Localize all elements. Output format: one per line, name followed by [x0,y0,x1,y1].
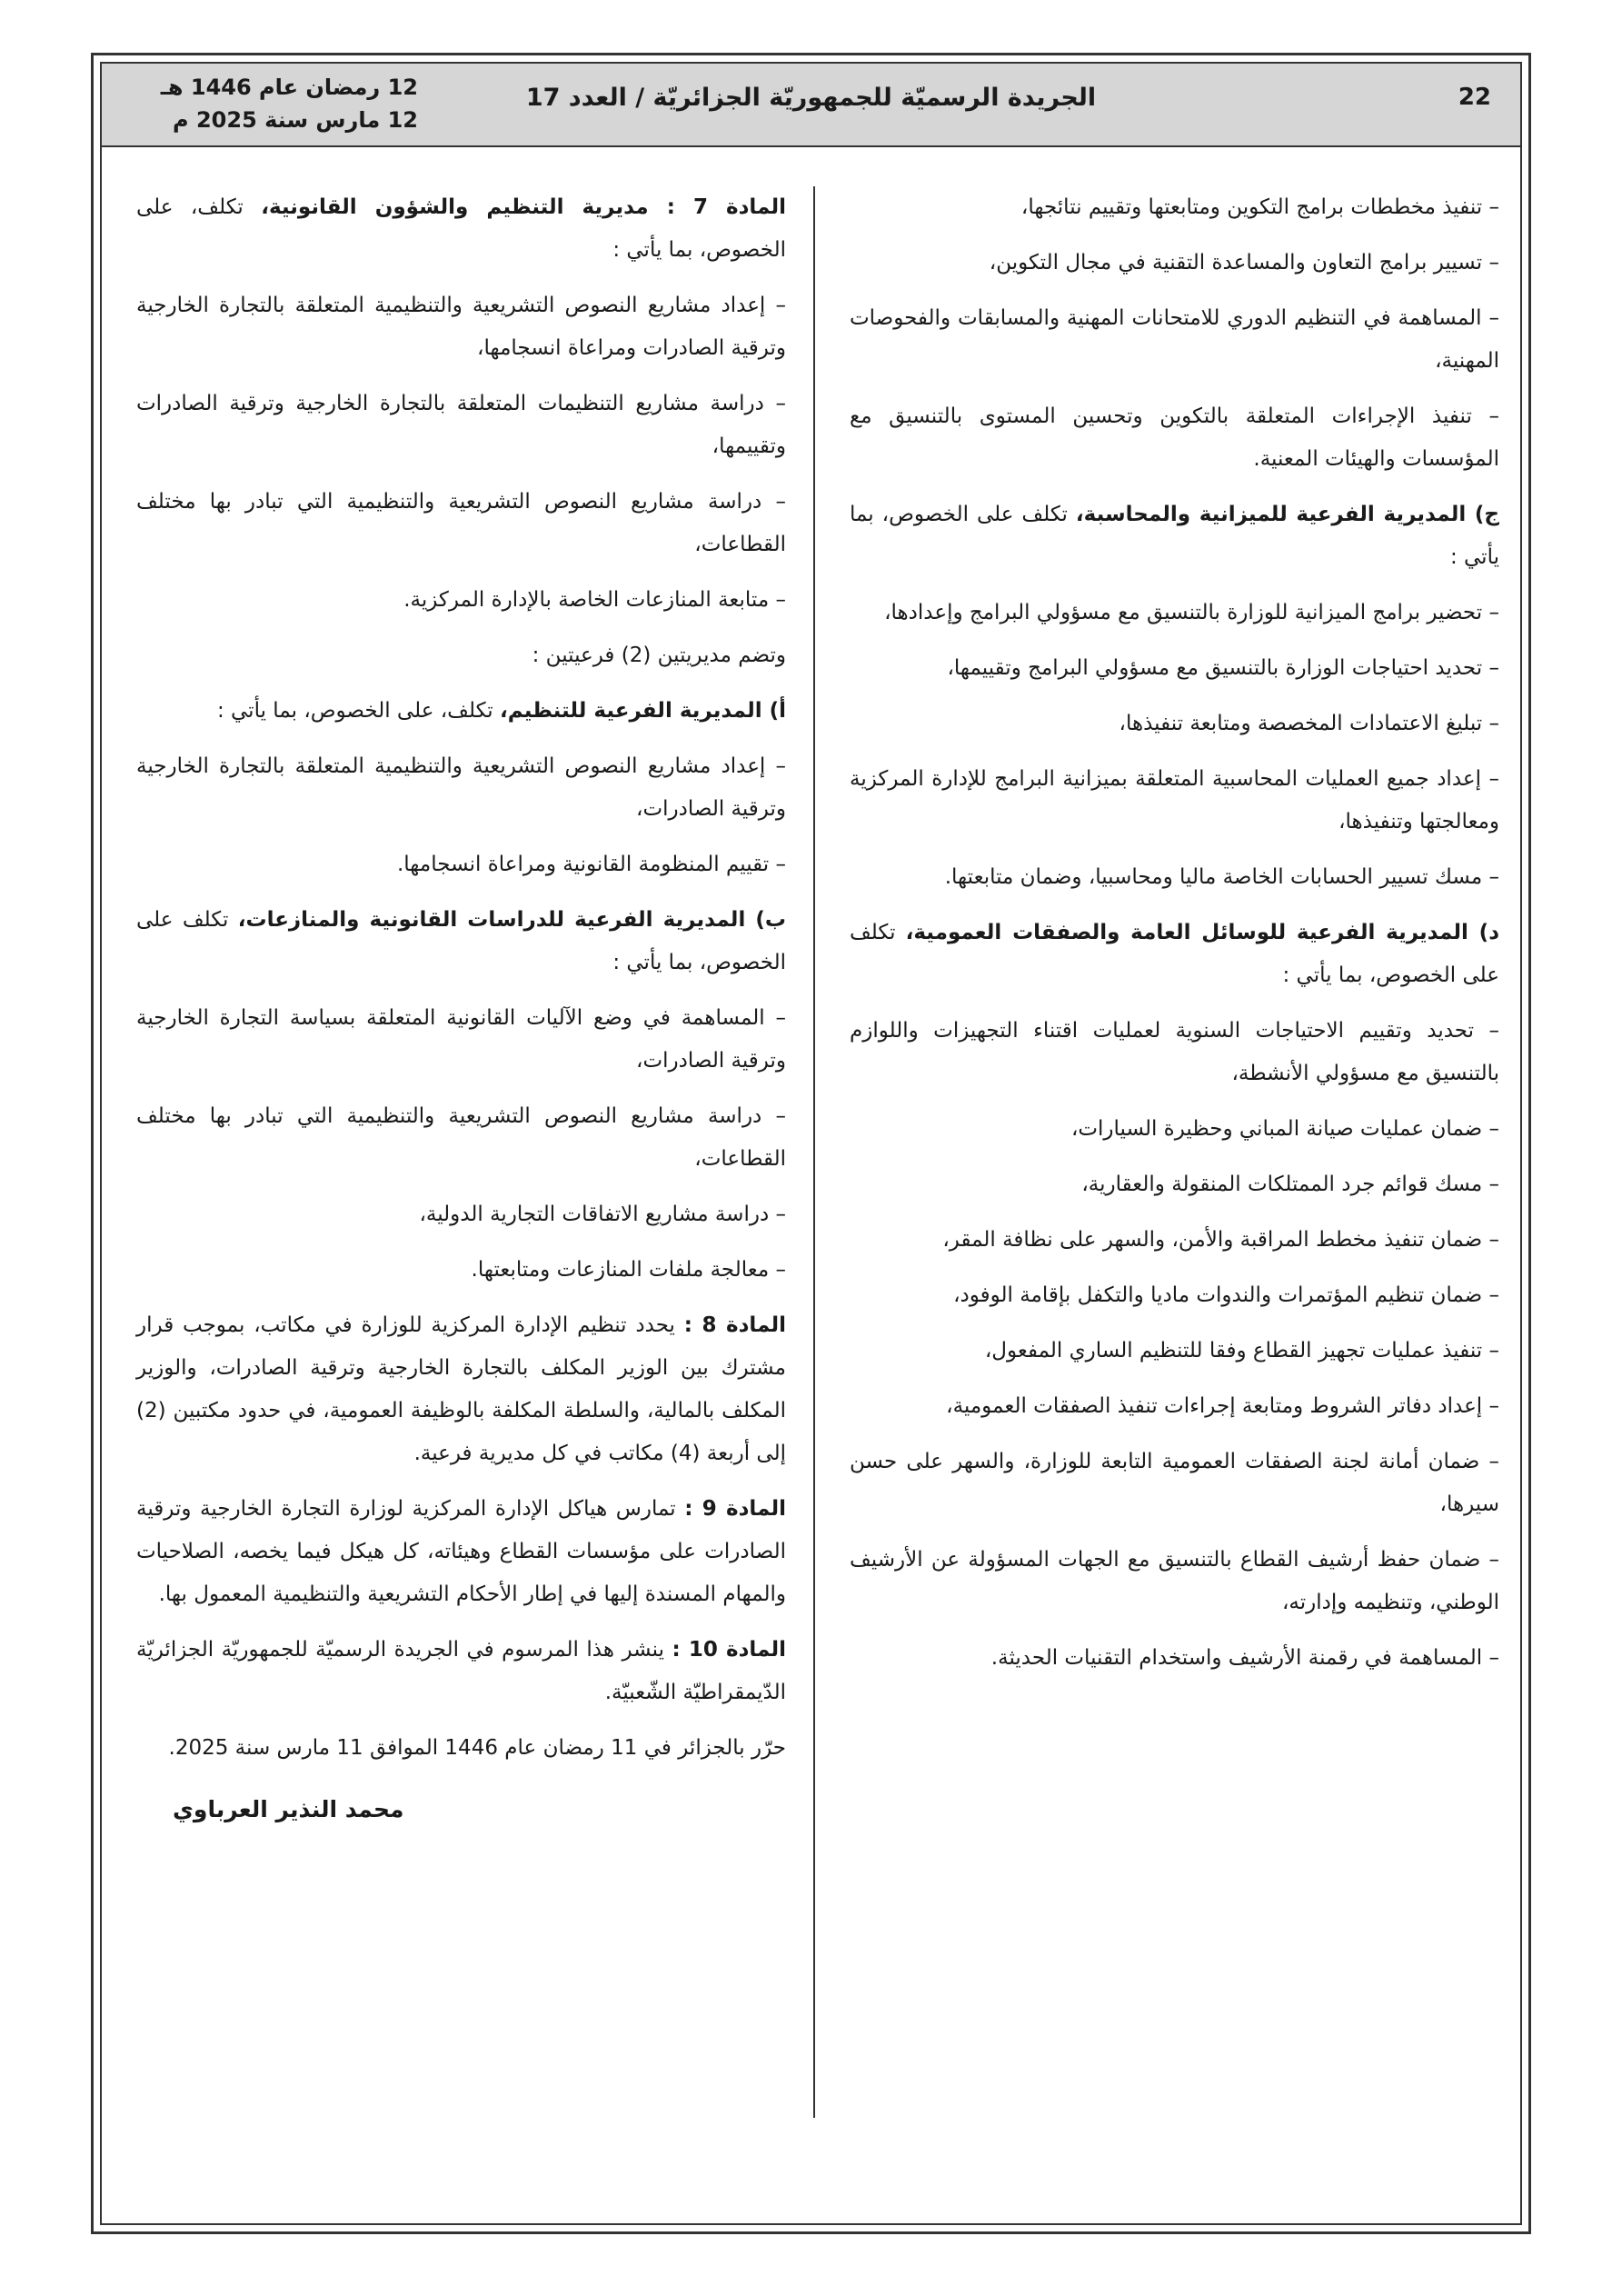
list-item: – إعداد جميع العمليات المحاسبية المتعلقة بميزانية البرامج للإدارة المركزية ومعالجتها وتنفيذها، [850,767,1499,834]
list-item: – معالجة ملفات المنازعات ومتابعتها. [471,1258,786,1282]
left-column [136,186,786,1831]
signature: محمد النذير العرباوي [173,1796,404,1822]
list-item: – تنفيذ مخططات برامج التكوين ومتابعتها وتقييم نتائجها، [1020,195,1499,219]
list-item: – المساهمة في وضع الآليات القانونية المتعلقة بسياسة التجارة الخارجية وترقية الصادرات، [136,1006,786,1073]
article-10 [136,1629,786,1714]
section-b [136,899,786,984]
article-7-intro: تكلف، على الخصوص، بما يأتي : [136,195,786,262]
list-item: – تنفيذ الإجراءات المتعلقة بالتكوين وتحسين المستوى بالتنسيق مع المؤسسات والهيئات المعنية. [850,404,1499,471]
list-item: – دراسة مشاريع الاتفاقات التجارية الدولية، [419,1203,786,1226]
right-column [850,186,1499,1692]
article-10-text: ينشر هذا المرسوم في الجريدة الرسميّة للجمهوريّة الجزائريّة الدّيمقراطيّة الشّعبيّة. [136,1638,786,1704]
list-item: – دراسة مشاريع النصوص التشريعية والتنظيمية التي تبادر بها مختلف القطاعات، [136,1104,786,1171]
list-item: – تحديد احتياجات الوزارة بالتنسيق مع مسؤولي البرامج وتقييمها، [947,656,1499,680]
article-9 [136,1488,786,1616]
section-j-title: ج) المديرية الفرعية للميزانية والمحاسبة، [1075,503,1499,526]
date-hijri: 12 رمضان عام 1446 هـ [160,75,418,100]
list-item: – مسك تسيير الحسابات الخاصة ماليا ومحاسبيا، وضمان متابعتها. [944,865,1499,889]
list-item: – ضمان تنفيذ مخطط المراقبة والأمن، والسهر على نظافة المقر، [942,1228,1499,1252]
article-7-label: المادة 7 : [666,195,786,219]
section-a [136,690,786,733]
list-item: – إعداد مشاريع النصوص التشريعية والتنظيمية المتعلقة بالتجارة الخارجية وترقية الصادرات ومراعاة انسجامها، [136,294,786,360]
section-a-intro: تكلف، على الخصوص، بما يأتي : [216,699,501,723]
section-j [850,494,1499,579]
article-10-label: المادة 10 : [672,1638,786,1662]
section-j-intro: تكلف على الخصوص، بما يأتي : [850,503,1499,569]
list-item: – ضمان أمانة لجنة الصفقات العمومية التابعة للوزارة، والسهر على حسن سيرها، [850,1450,1499,1516]
article-8-text: يحدد تنظيم الإدارة المركزية للوزارة في مكاتب، بموجب قرار مشترك بين الوزير المكلف بالتجارة الخارجية وترقية الصادرات، والوزير المكلف بالمالية، والسلطة المكلفة بالوظيفة العمومية، في حدود مكتبين (2) إلى أربعة (4) مكاتب في كل مديرية فرعية. [136,1313,786,1465]
list-item: – تنفيذ عمليات تجهيز القطاع وفقا للتنظيم الساري المفعول، [984,1339,1499,1363]
page-header [102,64,1520,147]
section-d-intro: تكلف على الخصوص، بما يأتي : [850,921,1499,987]
article-7-heading [136,186,786,272]
list-item: – تقييم المنظومة القانونية ومراعاة انسجامها. [396,853,786,876]
article-9-label: المادة 9 : [684,1497,786,1521]
list-item: – متابعة المنازعات الخاصة بالإدارة المركزية. [403,588,786,612]
list-item: – المساهمة في التنظيم الدوري للامتحانات المهنية والمسابقات والفحوصات المهنية، [850,306,1499,373]
list-item: – ضمان حفظ أرشيف القطاع بالتنسيق مع الجهات المسؤولة عن الأرشيف الوطني، وتنظيمه وإدارته، [850,1548,1499,1614]
list-item: – تسيير برامج التعاون والمساعدة التقنية في مجال التكوين، [989,251,1499,275]
list-item: – تحديد وتقييم الاحتياجات السنوية لعمليات اقتناء التجهيزات واللوازم بالتنسيق مع مسؤولي الأنشطة، [850,1019,1499,1085]
subdirectorates-intro: وتضم مديريتين (2) فرعيتين : [532,644,786,667]
list-item: – دراسة مشاريع النصوص التشريعية والتنظيمية التي تبادر بها مختلف القطاعات، [136,490,786,556]
list-item: – إعداد مشاريع النصوص التشريعية والتنظيمية المتعلقة بالتجارة الخارجية وترقية الصادرات، [136,754,786,821]
article-9-text: تمارس هياكل الإدارة المركزية لوزارة التجارة الخارجية وترقية الصادرات على مؤسسات القطاع وهيئاته، كل هيكل فيما يخصه، الصلاحيات والمهام المسندة إليها في إطار الأحكام التشريعية والتنظيمية المعمول بها. [136,1497,786,1606]
page-number: 22 [1458,84,1491,111]
issue-date [127,71,418,136]
section-a-title: أ) المديرية الفرعية للتنظيم، [500,699,786,723]
list-item: – المساهمة في رقمنة الأرشيف واستخدام التقنيات الحديثة. [990,1646,1499,1670]
list-item: – تبليغ الاعتمادات المخصصة ومتابعة تنفيذها، [1119,712,1499,735]
list-item: – ضمان تنظيم المؤتمرات والندوات ماديا والتكفل بإقامة الوفود، [953,1283,1499,1307]
list-item: – دراسة مشاريع التنظيمات المتعلقة بالتجارة الخارجية وترقية الصادرات وتقييمها، [136,392,786,458]
section-d-title: د) المديرية الفرعية للوسائل العامة والصفقات العمومية، [905,921,1499,944]
list-item: – تحضير برامج الميزانية للوزارة بالتنسيق مع مسؤولي البرامج وإعدادها، [884,601,1499,624]
list-item: – مسك قوائم جرد الممتلكات المنقولة والعقارية، [1081,1173,1499,1196]
article-8-label: المادة 8 : [683,1313,786,1337]
section-d [850,912,1499,997]
date-gregorian: 12 مارس سنة 2025 م [173,107,418,133]
gazette-title: الجريدة الرسميّة للجمهوريّة الجزائريّة / العدد 17 [525,84,1097,112]
column-divider [813,186,815,2118]
list-item: – ضمان عمليات صيانة المباني وحظيرة السيارات، [1070,1117,1499,1141]
list-item: – إعداد دفاتر الشروط ومتابعة إجراءات تنفيذ الصفقات العمومية، [946,1394,1499,1418]
article-7-title: مديرية التنظيم والشؤون القانونية، [261,195,667,219]
article-8 [136,1304,786,1475]
section-b-title: ب) المديرية الفرعية للدراسات القانونية والمنازعات، [237,908,786,932]
section-b-intro: تكلف على الخصوص، بما يأتي : [136,908,786,974]
closing-statement: حرّر بالجزائر في 11 رمضان عام 1446 الموافق 11 مارس سنة 2025. [168,1736,786,1760]
